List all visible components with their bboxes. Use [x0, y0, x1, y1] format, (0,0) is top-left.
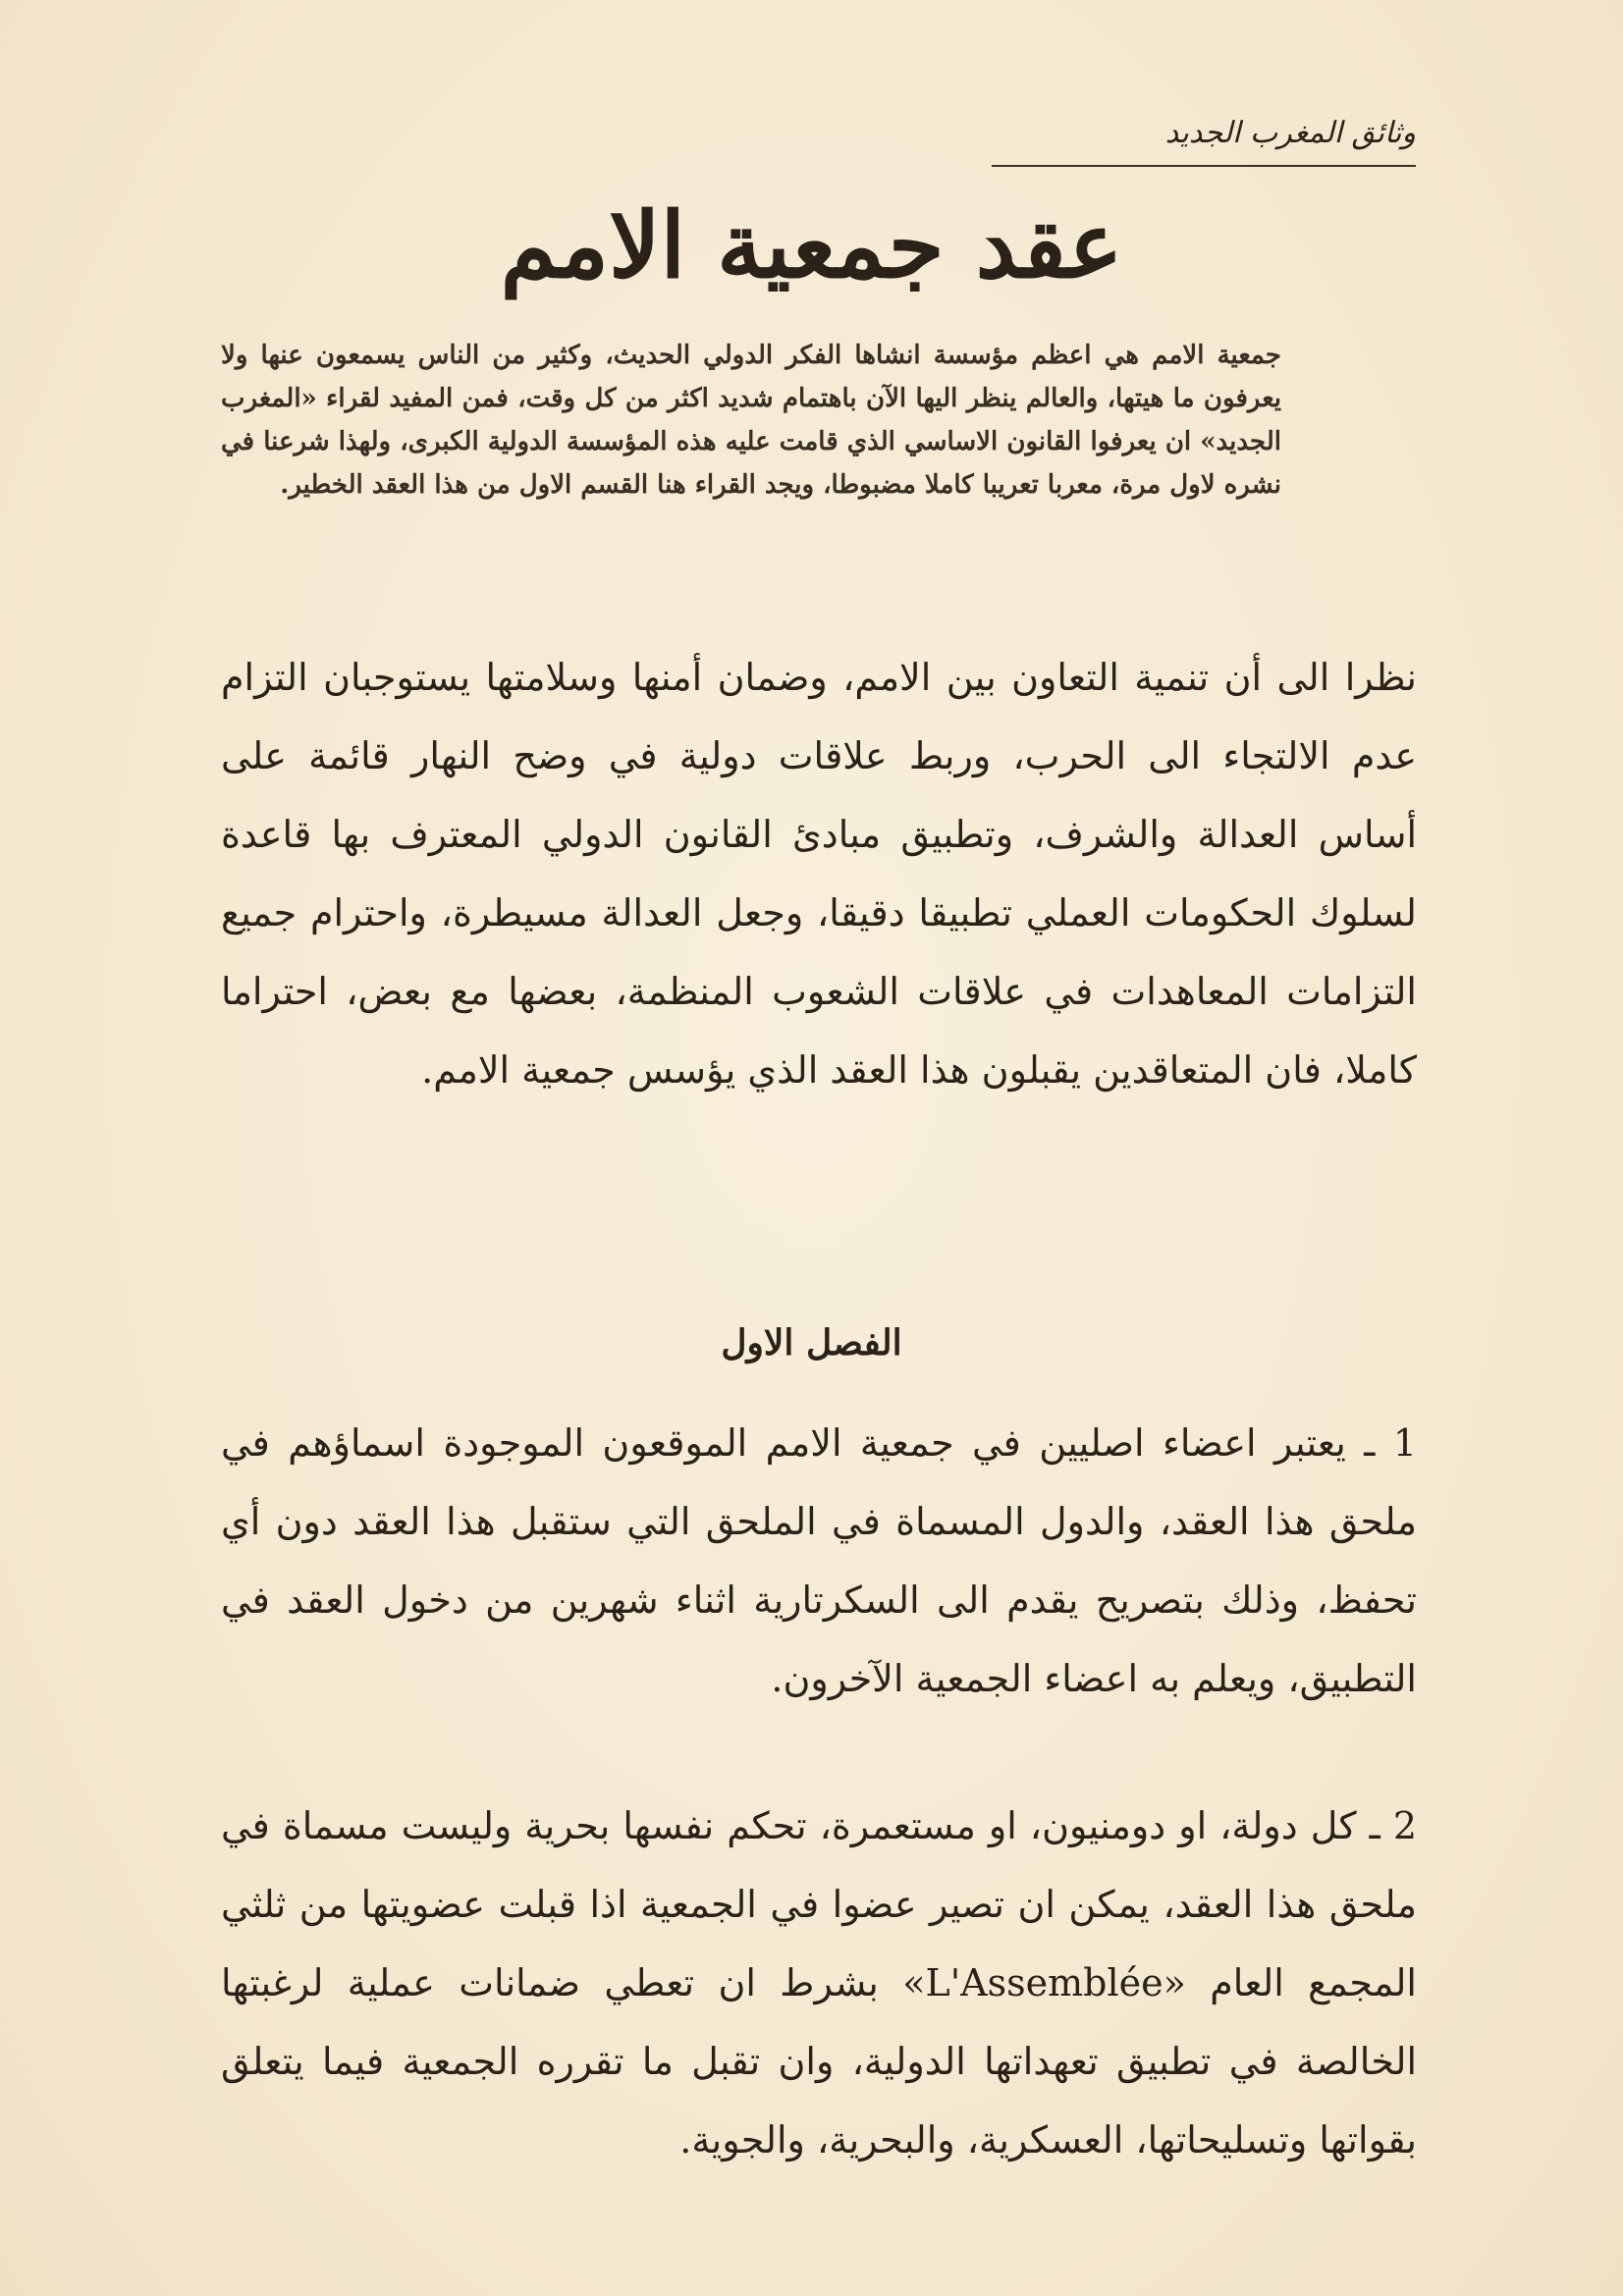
page-title: عقد جمعية الامم [500, 192, 1123, 298]
editorial-introduction: جمعية الامم هي اعظم مؤسسة انشاها الفكر الدولي الحديث، وكثير من الناس يسمعون عنها ولا يعرفون ما هيتها، والعالم ينظر اليها الآن باهتمام شديد اكثر من كل وقت، فمن المفيد لقراء «المغرب الجديد» ان يعرفوا القانون الاساسي الذي قامت عليه هذه المؤسسة الدولية الكبرى، ولهذا شرعنا في نشره لاول مرة، معربا تعريبا كاملا مضبوطا، ويجد القراء هنا القسم الاول من هذا العقد الخطير. [221, 341, 1281, 500]
article-2-paragraph [221, 1787, 1417, 2179]
running-header: وثائق المغرب الجديد [992, 106, 1416, 167]
article-2-text-end: » بشرط ان تعطي ضمانات عملية لرغبتها الخالصة في تطبيق تعهداتها الدولية، وان تقبل ما تقرره الجمعية فيما يتعلق بقواتها وتسليحاتها، العسكرية، والبحرية، والجوية. [221, 1961, 1417, 2162]
chapter-heading: الفصل الاول [721, 1322, 902, 1363]
article-2-text-start: 2 ـ كل دولة، او دومنيون، او مستعمرة، تحكم نفسها بحرية وليست مسماة في ملحق هذا العقد، يمكن ان تصير عضوا في الجمعية اذا قبلت عضويتها من ثلثي المجمع العام « [221, 1804, 1417, 2004]
french-term: L'Assemblée [925, 1961, 1163, 2004]
preamble-paragraph: نظرا الى أن تنمية التعاون بين الامم، وضمان أمنها وسلامتها يستوجبان التزام عدم الالتجاء الى الحرب، وربط علاقات دولية في وضح النهار قائمة على أساس العدالة والشرف، وتطبيق مبادئ القانون الدولي المعترف بها قاعدة لسلوك الحكومات العملي تطبيقا دقيقا، وجعل العدالة مسيطرة، واحترام جميع التزامات المعاهدات في علاقات الشعوب المنظمة، بعضها مع بعض، احتراما كاملا، فان المتعاقدين يقبلون هذا العقد الذي يؤسس جمعية الامم. [221, 656, 1417, 1092]
article-1-paragraph: 1 ـ يعتبر اعضاء اصليين في جمعية الامم الموقعون الموجودة اسماؤهم في ملحق هذا العقد، والدول المسماة في الملحق التي ستقبل هذا العقد دون أي تحفظ، وذلك بتصريح يقدم الى السكرتارية اثناء شهرين من دخول العقد في التطبيق، ويعلم به اعضاء الجمعية الآخرون. [221, 1421, 1417, 1700]
